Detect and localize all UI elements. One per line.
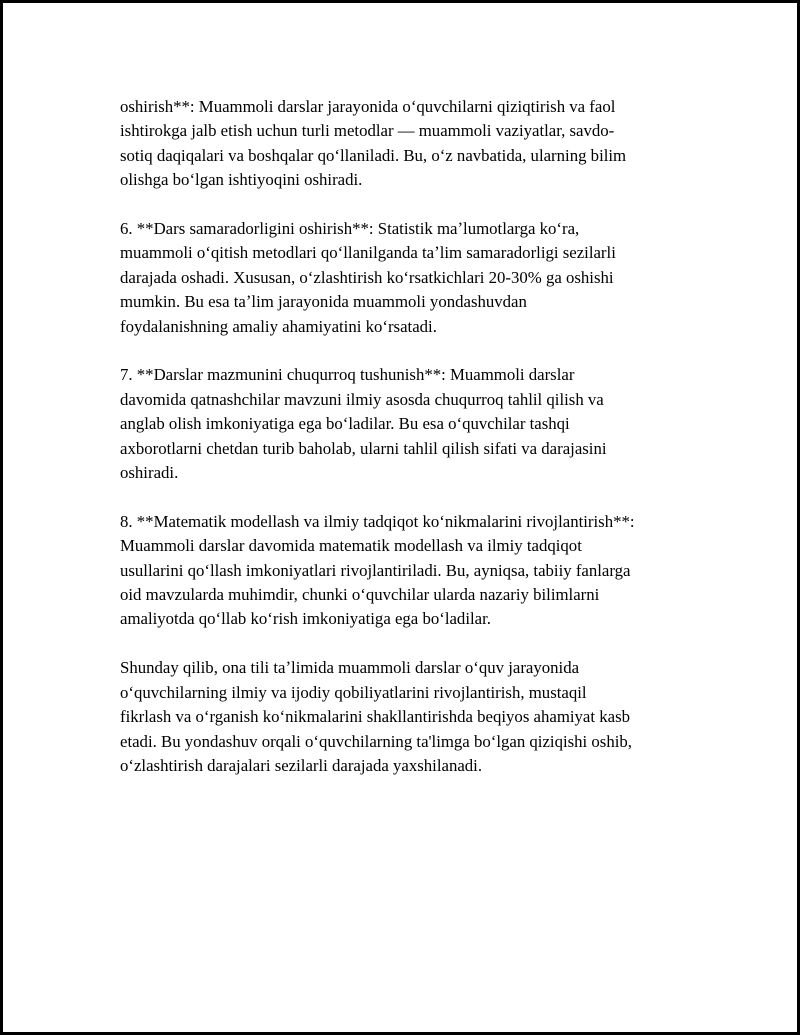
text-line: 7. **Darslar mazmunini chuqurroq tushunish**: Muammoli darslar — [120, 365, 575, 385]
text-line: usullarini qoʻllash imkoniyatlari rivojlantiriladi. Bu, ayniqsa, tabiiy fanlarga — [120, 560, 631, 580]
paragraph-item-6 — [120, 217, 695, 339]
text-line: oshirish**: Muammoli darslar jarayonida oʻquvchilarni qiziqtirish va faol — [120, 97, 616, 116]
page-body-text — [120, 95, 695, 803]
text-line: olishga boʻlgan ishtiyoqini oshiradi. — [120, 170, 363, 190]
text-line: oʻquvchilarning ilmiy va ijodiy qobiliyatlarini rivojlantirish, mustaqil — [120, 682, 587, 702]
text-line: Shunday qilib, ona tili taʼlimida muammoli darslar oʻquv jarayonida — [120, 658, 580, 678]
paragraph-engagement-continued — [120, 95, 695, 193]
paragraph-conclusion — [120, 656, 695, 778]
text-line: amaliyotda qoʻllab koʻrish imkoniyatiga ega boʻladilar. — [120, 609, 491, 629]
text-line: davomida qatnashchilar mavzuni ilmiy asosda chuqurroq tahlil qilish va — [120, 389, 604, 409]
text-line: fikrlash va oʻrganish koʻnikmalarini shakllantirishda beqiyos ahamiyat kasb — [120, 707, 631, 727]
text-line: axborotlarni chetdan turib baholab, ularni tahlil qilish sifati va darajasini — [120, 438, 607, 458]
paragraph-item-7 — [120, 363, 695, 485]
text-line: darajada oshadi. Xususan, oʻzlashtirish koʻrsatkichlari 20-30% ga oshishi — [120, 267, 614, 287]
text-line: ishtirokga jalb etish uchun turli metodlar — muammoli vaziyatlar, savdo- — [120, 121, 615, 141]
text-line: mumkin. Bu esa taʼlim jarayonida muammoli yondashuvdan — [120, 292, 527, 312]
paragraph-item-8 — [120, 510, 695, 632]
text-line: muammoli oʻqitish metodlari qoʻllanilganda taʼlim samaradorligi sezilarli — [120, 243, 616, 263]
text-line: oid mavzularda muhimdir, chunki oʻquvchilar ularda nazariy bilimlarni — [120, 585, 600, 605]
text-line: etadi. Bu yondashuv orqali oʻquvchilarning ta'limga boʻlgan qiziqishi oshib, — [120, 731, 632, 751]
text-line: oʻzlashtirish darajalari sezilarli darajada yaxshilanadi. — [120, 755, 483, 775]
text-line: 8. **Matematik modellash va ilmiy tadqiqot koʻnikmalarini rivojlantirish**: — [120, 511, 635, 531]
text-line: oshiradi. — [120, 463, 179, 483]
text-line: foydalanishning amaliy ahamiyatini koʻrsatadi. — [120, 316, 437, 336]
text-line: 6. **Dars samaradorligini oshirish**: Statistik maʼlumotlarga koʻra, — [120, 219, 580, 239]
text-line: anglab olish imkoniyatiga ega boʻladilar. Bu esa oʻquvchilar tashqi — [120, 414, 570, 434]
text-line: sotiq daqiqalari va boshqalar qoʻllaniladi. Bu, oʻz navbatida, ularning bilim — [120, 145, 627, 165]
text-line: Muammoli darslar davomida matematik modellash va ilmiy tadqiqot — [120, 536, 582, 556]
